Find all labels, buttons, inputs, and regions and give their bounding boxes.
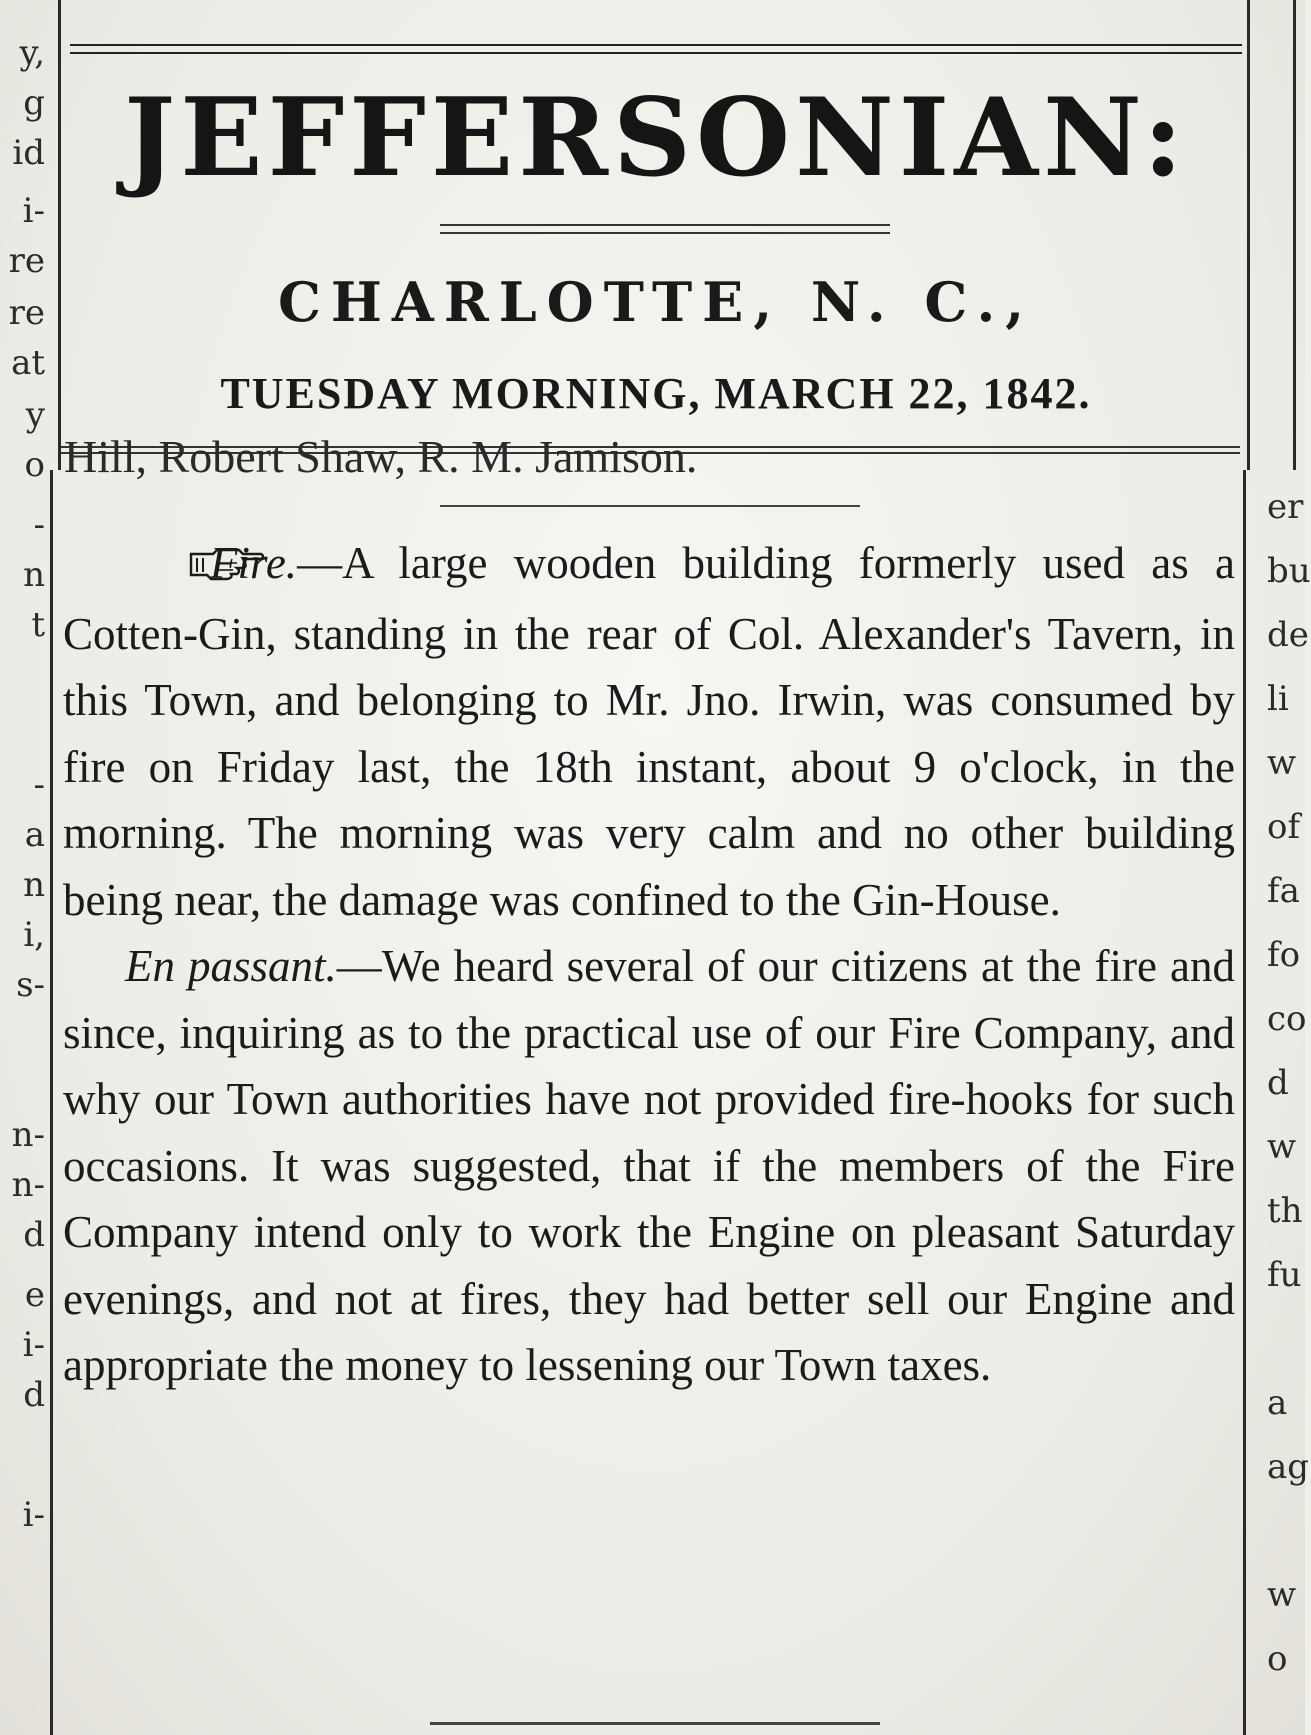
fragment: de — [1267, 615, 1309, 655]
fragment: er — [1267, 487, 1304, 527]
pointing-hand-icon — [125, 534, 210, 601]
fragment: i- — [22, 1495, 45, 1535]
fragment: d — [23, 1215, 45, 1255]
fragment: n — [23, 865, 45, 905]
article-fire-lead: Fire. — [210, 538, 298, 588]
masthead-double-rule — [440, 224, 890, 234]
fragment: co — [1267, 999, 1307, 1039]
fragment: n- — [11, 1165, 45, 1205]
fragment: i- — [22, 191, 45, 231]
right-column-rule-lower — [1243, 470, 1246, 1735]
masthead-title: JEFFERSONIAN: — [124, 75, 1188, 201]
fragment: li — [1267, 679, 1289, 719]
fragment: ag — [1267, 1447, 1310, 1487]
fragment: re — [8, 293, 45, 333]
masthead-place: CHARLOTTE, N. C., — [277, 270, 1035, 334]
fragment: of — [1267, 807, 1301, 847]
fragment: - — [33, 765, 45, 805]
fragment: i- — [22, 1325, 45, 1365]
fragment: n- — [11, 1115, 45, 1155]
masthead-dateline: TUESDAY MORNING, MARCH 22, 1842. — [220, 369, 1092, 418]
fragment: o — [1267, 1639, 1288, 1679]
fragment: th — [1267, 1191, 1303, 1231]
masthead-top-rule-2 — [70, 52, 1242, 54]
article-body — [63, 530, 1235, 1399]
fragment: at — [11, 343, 45, 383]
right-edge-rule — [1293, 0, 1296, 470]
fragment: fa — [1267, 871, 1300, 911]
article-en-passant-lead: En passant. — [125, 941, 337, 991]
fragment: - — [33, 505, 45, 545]
fragment: a — [1267, 1383, 1288, 1423]
fragment: a — [24, 815, 45, 855]
separator-rule-bottom — [430, 1722, 880, 1725]
fragment: re — [8, 241, 45, 281]
fragment: n — [23, 555, 45, 595]
left-column-rule — [58, 0, 61, 470]
fragment: fo — [1267, 935, 1301, 975]
masthead-top-rule — [70, 44, 1242, 46]
left-column-fragments — [0, 28, 45, 1540]
left-column-rule-lower — [50, 470, 53, 1735]
fragment: d — [1267, 1063, 1289, 1103]
separator-rule-top — [440, 505, 860, 507]
fragment: fu — [1267, 1255, 1302, 1295]
fragment: w — [1267, 1575, 1297, 1615]
fragment: e — [24, 1275, 45, 1315]
article-en-passant — [63, 933, 1235, 1399]
fragment: o — [24, 445, 45, 485]
article-en-passant-text: —We heard several of our citizens at the fire and since, inquiring as to the practical use of our Fire Company, and why our Town authorities have not provided fire-hooks for such occasions. It was suggested, that if the members of the Fire Company intend only to work the Engine on pleasant Saturday evenings, and not at fires, they had better sell our Engine and appropriate the money to lessening our Town taxes. — [63, 941, 1235, 1390]
fragment: i, — [23, 915, 45, 955]
right-column-fragments — [1267, 475, 1311, 1691]
fragment: y — [25, 395, 45, 435]
fragment: g — [23, 83, 45, 123]
clipped-line-text: Hill, Robert Shaw, R. M. Jamison. — [64, 431, 698, 482]
right-column-rule — [1247, 0, 1250, 470]
clipped-previous-line — [60, 431, 1240, 482]
fragment: t — [31, 605, 45, 645]
fragment: y, — [19, 33, 45, 73]
fragment: s- — [16, 965, 45, 1005]
fragment: w — [1267, 743, 1297, 783]
article-fire-text: —A large wooden building formerly used as a Cotten-Gin, standing in the rear of Col. Alexander's Tavern, in this Town, and belonging to Mr. Jno. Irwin, was consumed by fire on Friday last, the 18th instant, about 9 o'clock, in the morning. The morning was very calm and no other building being near, the damage was confined to the Gin-House. — [63, 538, 1235, 925]
fragment: bu — [1267, 551, 1311, 591]
article-fire — [63, 530, 1235, 933]
fragment: d — [23, 1375, 45, 1415]
fragment: id — [12, 133, 45, 173]
fragment: w — [1267, 1127, 1297, 1167]
